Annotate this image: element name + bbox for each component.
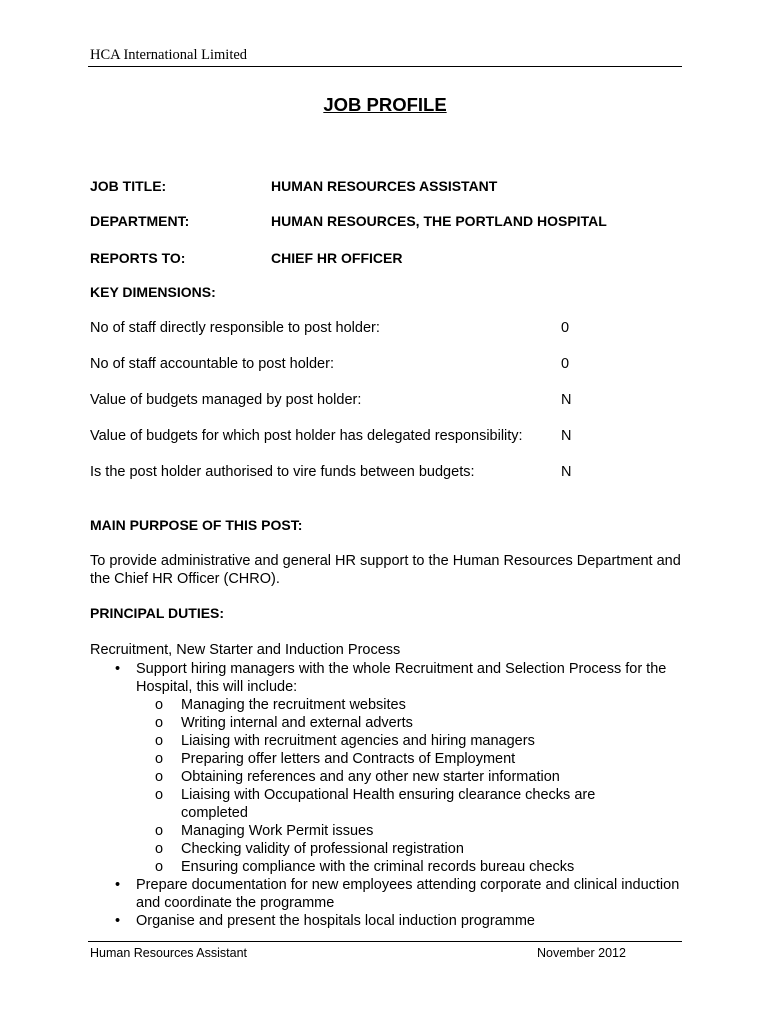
dimension-value: 0: [561, 356, 570, 372]
duties-subheading: Recruitment, New Starter and Induction Process: [90, 642, 401, 658]
department-label: DEPARTMENT:: [90, 213, 190, 229]
sub-bullet-mark: o: [155, 769, 164, 785]
reports-to-label: REPORTS TO:: [90, 250, 186, 266]
footer-divider: [88, 941, 682, 942]
header-divider: [88, 66, 682, 67]
bullet-mark: •: [115, 913, 121, 929]
dimension-row: [90, 464, 590, 484]
dimension-question: Value of budgets managed by post holder:: [90, 392, 362, 408]
bullet-mark: •: [115, 661, 121, 677]
sub-bullet-mark: o: [155, 787, 164, 803]
page-title: JOB PROFILE: [323, 94, 447, 115]
dimension-row: [90, 428, 590, 448]
dimension-row: [90, 356, 590, 376]
duty-text: Support hiring managers with the whole Recruitment and Selection Process for the Hospital, this will include:: [136, 661, 667, 695]
principal-duties-heading: PRINCIPAL DUTIES:: [90, 605, 225, 621]
dimension-question: Value of budgets for which post holder has delegated responsibility:: [90, 428, 523, 444]
subitem-text: Liaising with recruitment agencies and hiring managers: [181, 733, 535, 749]
sub-bullet-mark: o: [155, 715, 164, 731]
main-purpose-heading: MAIN PURPOSE OF THIS POST:: [90, 517, 303, 533]
dimension-question: Is the post holder authorised to vire funds between budgets:: [90, 464, 475, 480]
subitem-text: Managing Work Permit issues: [181, 823, 374, 839]
sub-bullet-mark: o: [155, 823, 164, 839]
dimension-value: N: [561, 428, 572, 444]
dimension-value: N: [561, 464, 572, 480]
sub-bullet-mark: o: [155, 859, 164, 875]
sub-bullet-mark: o: [155, 841, 164, 857]
bullet-mark: •: [115, 877, 121, 893]
subitem-text: Preparing offer letters and Contracts of Employment: [181, 751, 516, 767]
main-purpose-text: To provide administrative and general HR support to the Human Resources Department and the Chief HR Officer (CHRO).: [90, 553, 681, 587]
dimension-value: N: [561, 392, 572, 408]
subitem-text: Managing the recruitment websites: [181, 697, 406, 713]
footer-left: Human Resources Assistant: [90, 946, 248, 960]
sub-bullet-mark: o: [155, 733, 164, 749]
key-dimensions-heading: KEY DIMENSIONS:: [90, 284, 216, 300]
subitem-text: Liaising with Occupational Health ensuring clearance checks are completed: [181, 787, 596, 821]
job-title-label: JOB TITLE:: [90, 178, 167, 194]
reports-to-value: CHIEF HR OFFICER: [271, 250, 403, 266]
job-title-value: HUMAN RESOURCES ASSISTANT: [271, 178, 498, 194]
subitem-text: Checking validity of professional registration: [181, 841, 464, 857]
dimension-question: No of staff accountable to post holder:: [90, 356, 334, 372]
dimension-value: 0: [561, 320, 570, 336]
duty-text: Prepare documentation for new employees attending corporate and clinical induction and coordinate the programme: [136, 877, 680, 911]
duty-text: Organise and present the hospitals local induction programme: [136, 913, 535, 929]
footer-right: November 2012: [537, 946, 626, 960]
subitem-text: Ensuring compliance with the criminal records bureau checks: [181, 859, 575, 875]
company-name: HCA International Limited: [90, 47, 248, 63]
department-value: HUMAN RESOURCES, THE PORTLAND HOSPITAL: [271, 213, 607, 229]
subitem-text: Writing internal and external adverts: [181, 715, 413, 731]
dimension-row: [90, 392, 590, 412]
sub-bullet-mark: o: [155, 751, 164, 767]
dimension-row: [90, 320, 590, 340]
dimension-question: No of staff directly responsible to post holder:: [90, 320, 380, 336]
subitem-text: Obtaining references and any other new starter information: [181, 769, 560, 785]
sub-bullet-mark: o: [155, 697, 164, 713]
